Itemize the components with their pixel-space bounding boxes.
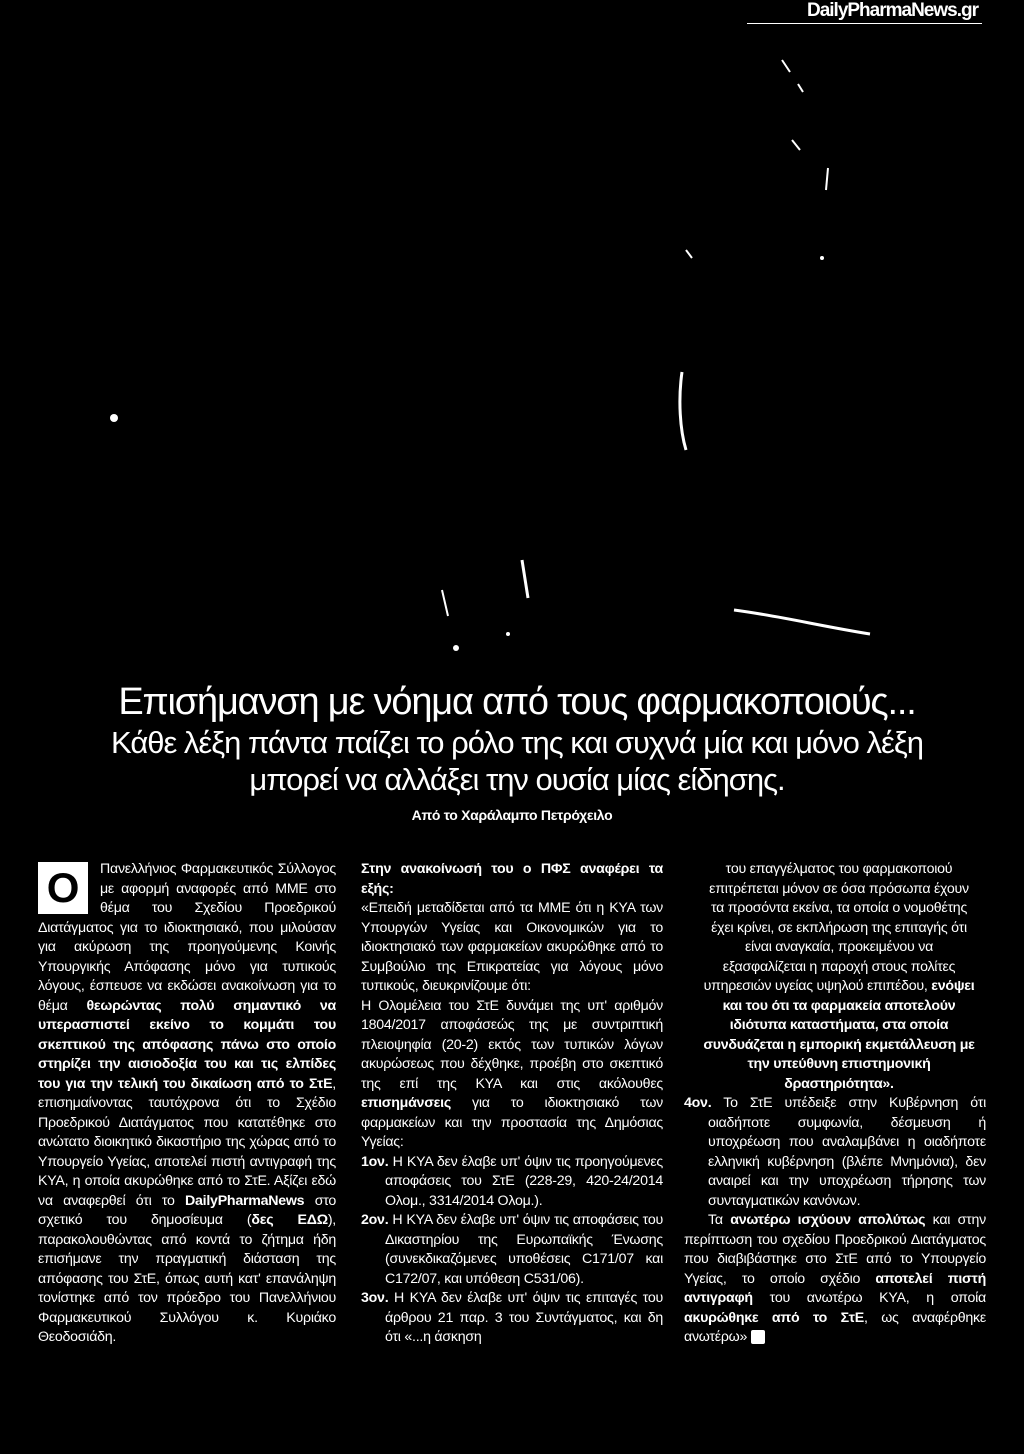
body-emphasis: αποτελεί πιστή αντιγραφή [684, 1270, 986, 1306]
body-text: και στην περίπτωση του σχεδίου Προεδρικού Διατάγματος που διαβιβάστηκε στο ΣτΕ από το Υπουργείο Υγείας, το οποίο σχέδιο [684, 1212, 986, 1287]
brand-mention: DailyPharmaNews [185, 1192, 305, 1209]
body-text: Πανελλήνιος Φαρμακευτικός Σύλλογος με αφορμή αναφορές από ΜΜΕ στο θέμα του Σχεδίου Προεδρικού Διατάγματος για το ιδιοκτησιακό, που μιλούσαν για ακύρωση της προηγούμενης Κοινής Υπουργικής Απόφασης μόνο για τυπικούς λόγους, έσπευσε να εκδώσει ανακοίνωση για το θέμα [38, 861, 336, 1014]
body-text: στο σχετικό του δημοσίευμα ( [38, 1192, 336, 1228]
list-item: 1ον. Η ΚΥΑ δεν έλαβε υπ' όψιν τις προηγούμενες αποφάσεις του ΣτΕ (228-29, 420-24/2014 Ολομ., 3314/2014 Ολομ.). [361, 1153, 663, 1209]
body-text: , ως αναφέρθηκε ανωτέρω» [684, 1309, 986, 1345]
body-emphasis: ακυρώθηκε από το ΣτΕ [684, 1309, 864, 1326]
body-emphasis: επισημάνσεις [361, 1095, 451, 1111]
body-emphasis: θεωρώντας πολύ σημαντικό να υπερασπιστεί εκείνο το κομμάτι του σκεπτικού της απόφασης πάνω στο οποίο στηρίζει την αισιοδοξία του και τις ελπίδες του για την τελική του δικαίωση από το ΣτΕ [38, 997, 336, 1092]
article-byline: Από το Χαράλαμπο Πετρόχειλο [411, 807, 613, 823]
column-3 [684, 860, 986, 1348]
drop-cap: Ο [38, 862, 88, 914]
site-logo[interactable]: DailyPharmaNews.gr [747, 0, 982, 24]
body-emphasis: ανωτέρω ισχύουν απολύτως [730, 1212, 926, 1228]
list-item: 4ον. Το ΣτΕ υπέδειξε στην Κυβέρνηση ότι οιαδήποτε συμφωνία, δέσμευση ή υποχρέωση που αναλαμβάνει η οιαδήποτε ελληνική κυβέρνηση (βλέπε Μνημόνια), δεν αναιρεί και την υποχρέωση τήρησης των συνταγματικών κανόνων. [684, 1095, 986, 1209]
body-text: του επαγγέλματος του φαρμακοποιού επιτρέπεται μόνον σε όσα πρόσωπα έχουν τα προσόντα εκείνα, τα οποία ο νομοθέτης έχει κρίνει, σε εκπλήρωση της επιταγής ότι είναι αναγκαία, προκειμένου να εξασφαλίζεται η παροχή στους πολίτες υπηρεσιών υγείας υψηλού επιπέδου, [703, 861, 969, 994]
end-mark-icon: D [751, 1330, 765, 1344]
list-item: 2ον. Η ΚΥΑ δεν έλαβε υπ' όψιν τις αποφάσεις του Δικαστηρίου της Ευρωπαϊκής Ένωσης (συνεκδικαζόμενες υποθέσεις C171/07 και C172/07, και υπόθεση C531/06). [361, 1212, 663, 1287]
column-2 [361, 860, 663, 1348]
body-text: Τα [708, 1212, 731, 1228]
body-emphasis: ενόψει και του ότι τα φαρμακεία αποτελούν ιδιότυπα καταστήματα, στα οποία συνδυάζεται η εμπορική εκμετάλλευση με την υπεύθυνη επιστημονική δραστηριότητα». [703, 978, 975, 1092]
article-subtitle: Κάθε λέξη πάντα παίζει το ρόλο της και συχνά μία και μόνο λέξη μπορεί να αλλάξει την ουσία μίας είδησης. [111, 725, 923, 797]
article-header [40, 680, 994, 798]
body-text: Η Ολομέλεια του ΣτΕ δυνάμει της υπ' αριθμόν 1804/2017 αποφάσεώς της με συντριπτική πλειοψηφία (20-2) εκτός των τυπικών λόγων ακυρώσεως που δέχθηκε, προέβη στο σκεπτικό της επί της ΚΥΑ και στις ακόλουθες [361, 997, 663, 1092]
dark-photo-area [0, 0, 1024, 680]
article-title: Επισήμανση με νόημα από τους φαρμακοποιούς... [118, 681, 916, 723]
body-text: , επισημαίνοντας ταυτόχρονα ότι το Σχέδιο Προεδρικού Διατάγματος που κατατέθηκε στο ανώτατο διοικητικό δικαστήριο της χώρας από το Υπουργείο Υγείας, αποτελεί πιστή αντιγραφή της ΚΥΑ, η οποία ακυρώθηκε από το ΣτΕ. Αξίζει εδώ να αναφερθεί ότι το [38, 1075, 336, 1209]
announcement-quote: «Επειδή μεταδίδεται από τα ΜΜΕ ότι η ΚΥΑ των Υπουργών Υγείας και Οικονομικών για το ιδιοκτησιακό των φαρμακείων ακυρώθηκε από το Συμβούλιο της Επικρατείας για λόγους μόνο τυπικούς, διευκρινίζουμε ότι: [361, 900, 663, 994]
body-text: του ανωτέρω ΚΥΑ, η οποία [752, 1290, 986, 1306]
list-item: 3ον. Η ΚΥΑ δεν έλαβε υπ' όψιν τις επιταγές του άρθρου 21 παρ. 3 του Συντάγματος, και δη ότι «...η άσκηση [361, 1290, 663, 1345]
column-1 [38, 860, 336, 1348]
body-text: για το ιδιοκτησιακό των φαρμακείων και την προστασία της Δημόσιας Υγείας: [361, 1095, 663, 1150]
see-here-link[interactable]: δες ΕΔΩ [251, 1212, 328, 1228]
body-text: ), παρακολουθώντας από κοντά το ζήτημα ήδη επισήμανε την πραγματική διάσταση της απόφασης του ΣτΕ, όπως αυτή κατ' επανάληψη τονίστηκε από τον πρόεδρο του Πανελλήνιου Φαρμακευτικού Συλλόγου κ. Κυριάκο Θεοδοσιάδη. [38, 1212, 336, 1345]
announcement-lead: Στην ανακοίνωσή του ο ΠΦΣ αναφέρει τα εξής: [361, 861, 663, 897]
